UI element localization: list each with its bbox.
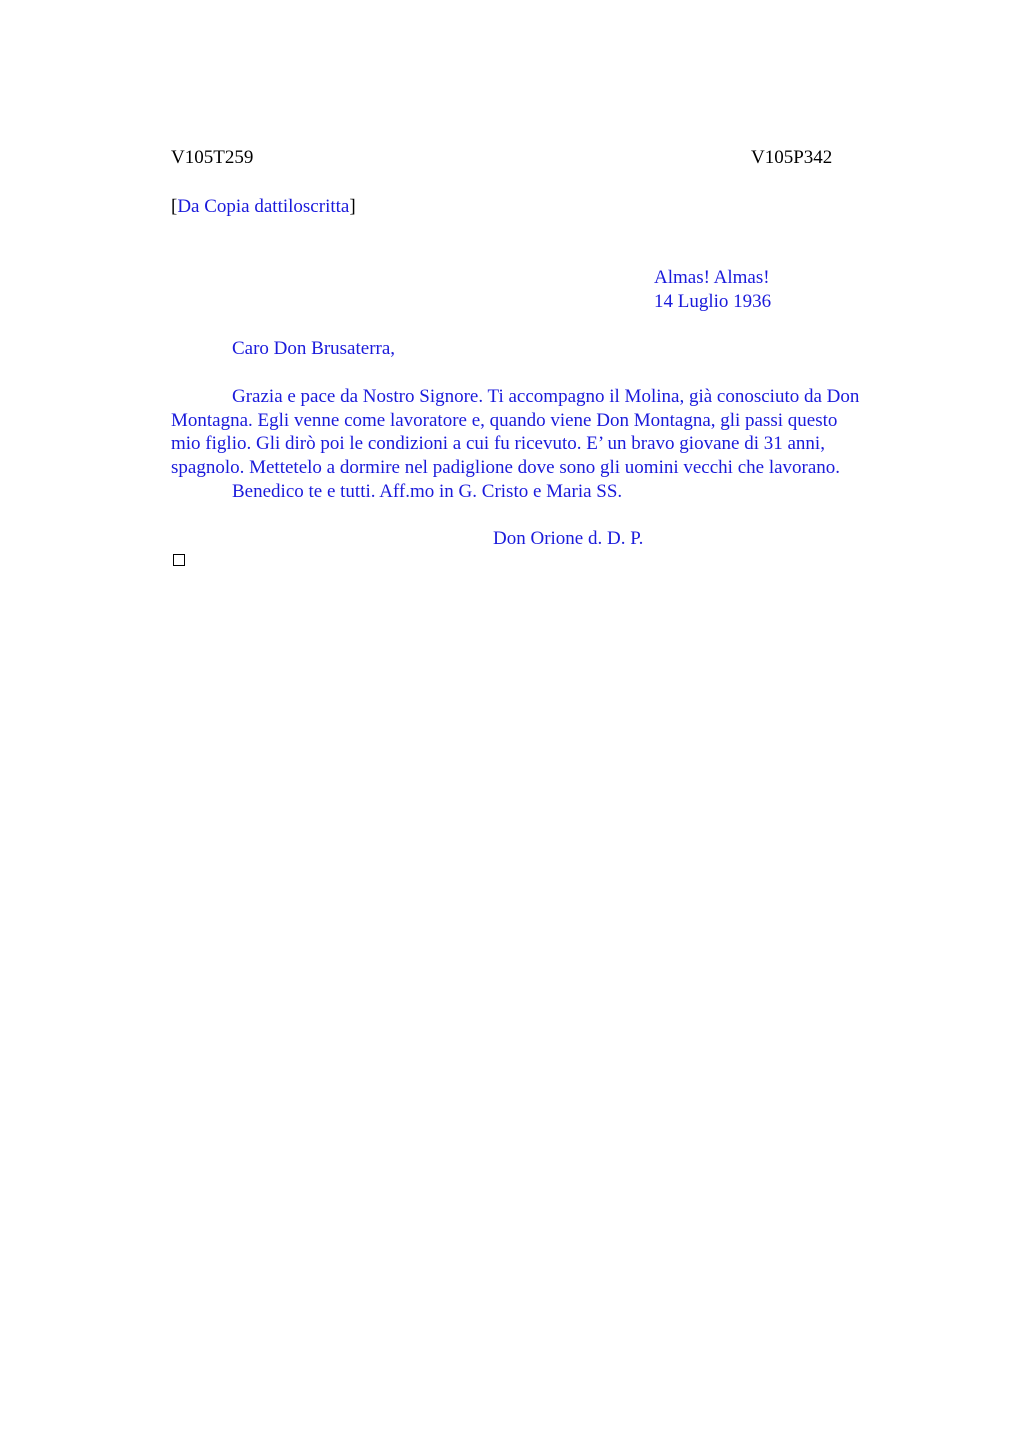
- empty-square-icon: [173, 554, 185, 566]
- body-line: Benedico te e tutti. Aff.mo in G. Cristo e Maria SS.: [232, 480, 623, 502]
- source-note-text: Da Copia dattiloscritta: [177, 196, 350, 217]
- source-note: [171, 195, 356, 219]
- letter-place: Almas! Almas!: [654, 267, 770, 288]
- right-archive-code: V105P342: [751, 147, 833, 168]
- body-line: Montagna. Egli venne come lavoratore e, quando viene Don Montagna, gli passi questo: [171, 409, 838, 431]
- body-line: mio figlio. Gli dirò poi le condizioni a cui fu ricevuto. E’ un bravo giovane di 31 anni,: [171, 433, 825, 455]
- letter-date: 14 Luglio 1936: [654, 291, 772, 312]
- body-line: spagnolo. Mettetelo a dormire nel padiglione dove sono gli uomini vecchi che lavorano.: [171, 457, 841, 479]
- source-note-open-bracket: [: [171, 196, 178, 217]
- body-line: Grazia e pace da Nostro Signore. Ti accompagno il Molina, già conosciuto da Don: [232, 386, 860, 407]
- source-note-close-bracket: ]: [349, 196, 356, 217]
- letter-signature: Don Orione d. D. P.: [493, 528, 644, 549]
- letter-body: [171, 385, 931, 504]
- letter-salutation: Caro Don Brusaterra,: [232, 338, 396, 359]
- left-archive-code: V105T259: [171, 147, 254, 168]
